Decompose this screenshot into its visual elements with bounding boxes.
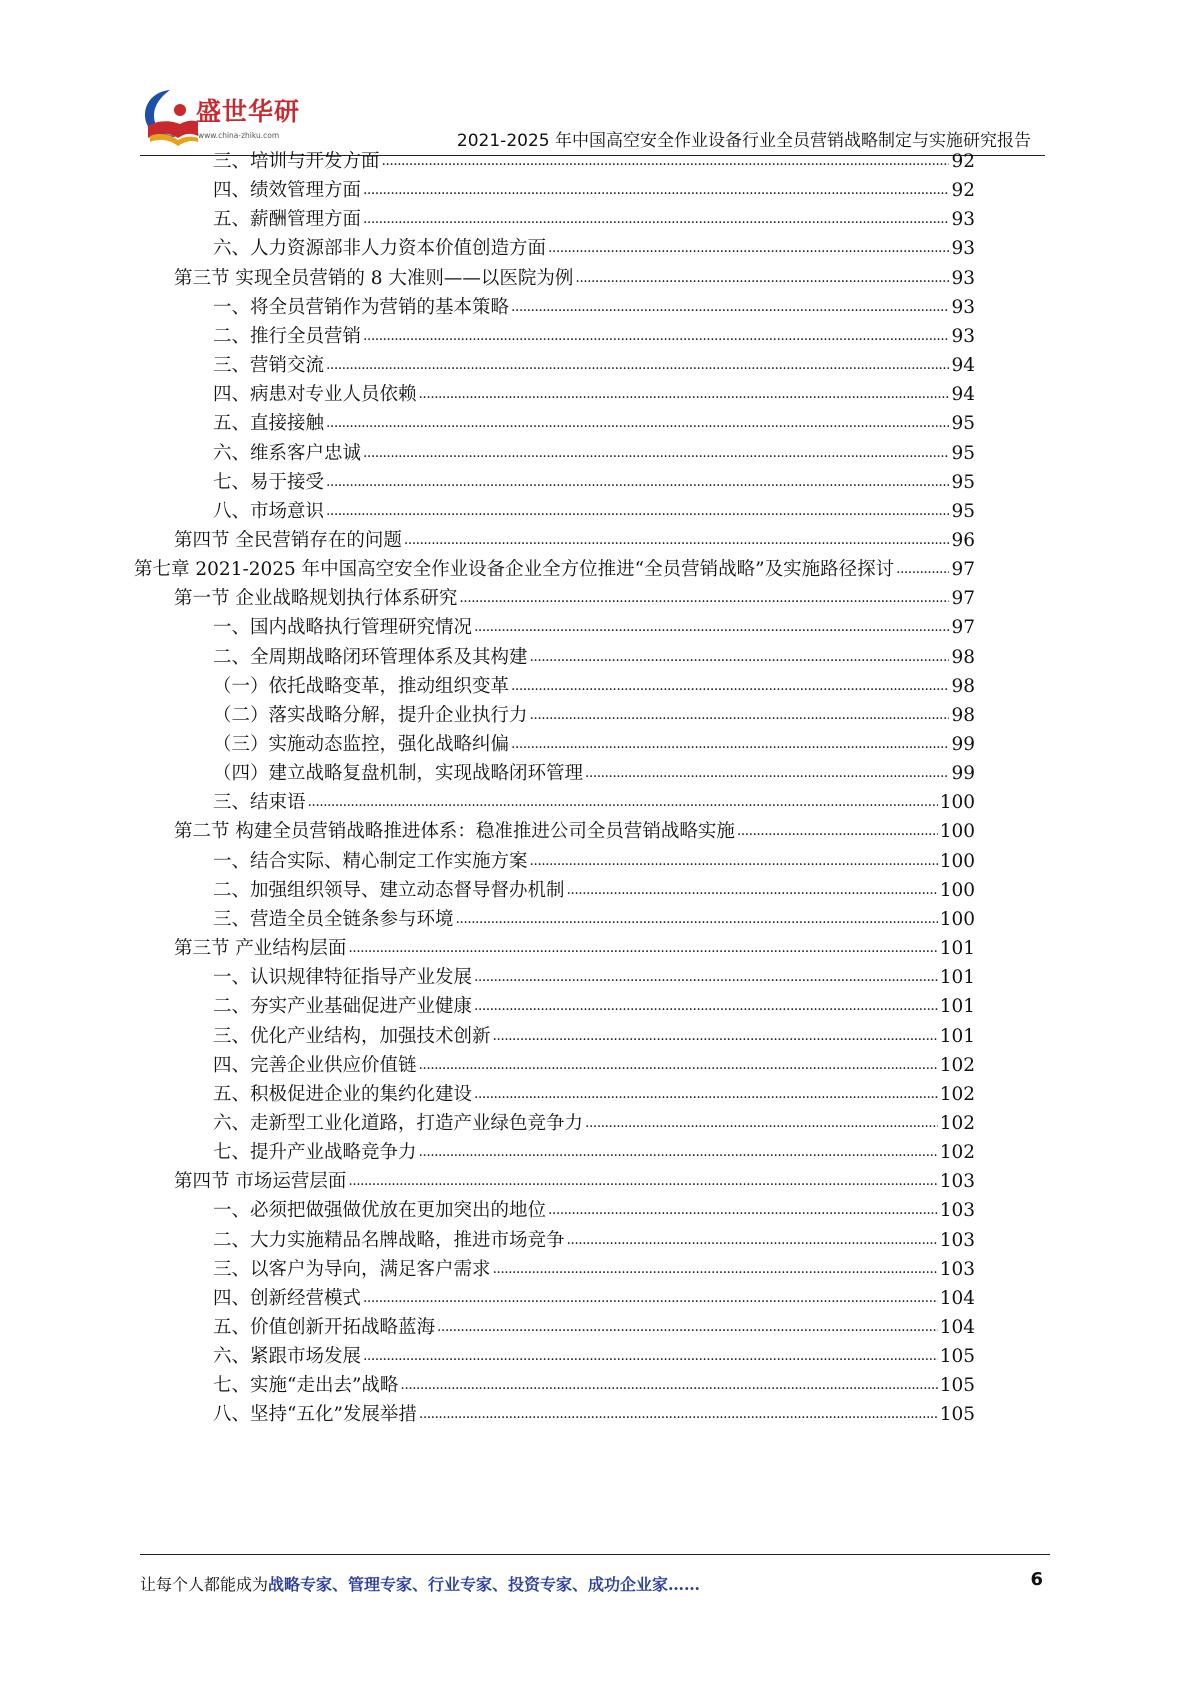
toc-leader-dots xyxy=(474,1079,938,1110)
toc-entry-page: 100 xyxy=(939,879,975,901)
toc-leader-dots xyxy=(896,554,949,585)
toc-entry-page: 100 xyxy=(939,850,975,872)
toc-entry[interactable] xyxy=(213,904,975,935)
toc-leader-dots xyxy=(530,700,950,731)
toc-entry-page: 96 xyxy=(951,529,975,551)
toc-leader-dots xyxy=(474,991,938,1022)
toc-entry-page: 102 xyxy=(939,1054,975,1076)
toc-entry-title: 二、大力实施精品名牌战略，推进市场竞争 xyxy=(213,1229,565,1251)
toc-entry-title: 三、营销交流 xyxy=(213,355,325,377)
toc-entry-title: 二、推行全员营销 xyxy=(213,325,362,347)
toc-entry[interactable] xyxy=(213,146,975,177)
toc-entry[interactable] xyxy=(213,1370,975,1401)
toc-entry-page: 93 xyxy=(951,296,975,318)
toc-leader-dots xyxy=(530,846,938,877)
toc-entry-page: 93 xyxy=(951,267,975,289)
toc-entry[interactable] xyxy=(213,350,975,381)
toc-entry-title: 七、易于接受 xyxy=(213,471,325,493)
toc-entry-title: 二、全周期战略闭环管理体系及其构建 xyxy=(213,646,528,668)
toc-entry-title: 八、坚持“五化”发展举措 xyxy=(213,1404,417,1426)
toc-leader-dots xyxy=(575,263,949,294)
toc-entry-page: 93 xyxy=(951,238,975,260)
toc-entry[interactable] xyxy=(213,962,975,993)
toc-leader-dots xyxy=(530,642,950,673)
toc-entry-page: 92 xyxy=(951,151,975,172)
toc-entry-title: 一、国内战略执行管理研究情况 xyxy=(213,617,473,639)
toc-entry-title: 三、培训与开发方面 xyxy=(213,151,380,172)
toc-leader-dots xyxy=(363,175,949,206)
toc-leader-dots xyxy=(548,233,949,264)
toc-entry-page: 95 xyxy=(951,500,975,522)
toc-entry[interactable] xyxy=(213,1399,975,1430)
toc-entry-title: 六、走新型工业化道路，打造产业绿色竞争力 xyxy=(213,1112,584,1134)
toc-entry-page: 103 xyxy=(939,1258,975,1280)
toc-entry-title: 第七章 2021-2025 年中国高空安全作业设备企业全方位推进“全员营销战略”及实施路径探讨 xyxy=(134,559,895,581)
toc-entry[interactable] xyxy=(213,671,975,702)
toc-leader-dots xyxy=(326,350,949,381)
footer-divider xyxy=(140,1554,1050,1555)
toc-entry-title: 二、加强组织领导、建立动态督导督办机制 xyxy=(213,879,565,901)
toc-entry-title: 六、维系客户忠诚 xyxy=(213,442,362,464)
toc-entry-page: 100 xyxy=(939,792,975,814)
toc-entry[interactable] xyxy=(174,583,975,614)
toc-entry-title: （三）实施动态监控，强化战略纠偏 xyxy=(213,734,510,755)
toc-leader-dots xyxy=(585,758,949,789)
toc-entry-page: 97 xyxy=(951,617,975,639)
toc-entry-page: 104 xyxy=(939,1287,975,1309)
toc-entry[interactable] xyxy=(213,991,975,1022)
toc-entry-title: 五、薪酬管理方面 xyxy=(213,209,362,231)
logo-emblem-icon xyxy=(140,86,200,148)
toc-entry-page: 105 xyxy=(939,1346,975,1368)
toc-entry-page: 101 xyxy=(939,996,975,1018)
toc-leader-dots xyxy=(419,1050,938,1081)
toc-leader-dots xyxy=(419,379,950,410)
toc-entry-page: 98 xyxy=(951,646,975,668)
toc-entry[interactable] xyxy=(174,1166,975,1197)
footer-slogan-roles: 战略专家、管理专家、行业专家、投资专家、成功企业家…… xyxy=(268,1575,701,1594)
toc-entry[interactable] xyxy=(213,408,975,439)
toc-leader-dots xyxy=(348,1166,937,1197)
toc-leader-dots xyxy=(326,496,949,527)
toc-entry-page: 97 xyxy=(951,559,975,581)
toc-entry-title: 七、实施“走出去”战略 xyxy=(213,1375,399,1397)
toc-entry[interactable] xyxy=(213,1225,975,1256)
toc-entry-page: 105 xyxy=(939,1375,975,1397)
toc-entry-page: 93 xyxy=(951,209,975,231)
toc-entry-title: 三、营造全员全链条参与环境 xyxy=(213,908,454,930)
toc-entry-title: 三、以客户为导向，满足客户需求 xyxy=(213,1258,491,1280)
toc-entry[interactable] xyxy=(174,263,975,294)
toc-entry[interactable] xyxy=(174,933,975,964)
toc-entry[interactable] xyxy=(213,438,975,469)
toc-leader-dots xyxy=(363,321,949,352)
toc-entry[interactable] xyxy=(213,1108,975,1139)
company-logo xyxy=(140,86,300,150)
toc-leader-dots xyxy=(326,408,949,439)
toc-entry[interactable] xyxy=(213,729,975,760)
logo-url: www.china-zhiku.com xyxy=(198,131,280,140)
toc-entry[interactable] xyxy=(174,525,975,556)
toc-leader-dots xyxy=(474,962,938,993)
toc-leader-dots xyxy=(437,1312,938,1343)
logo-name: 盛世华研 xyxy=(196,97,301,126)
toc-leader-dots xyxy=(308,787,938,818)
toc-entry-title: 八、市场意识 xyxy=(213,500,325,522)
toc-entry-page: 104 xyxy=(939,1317,975,1338)
toc-entry[interactable] xyxy=(213,204,975,235)
toc-entry-page: 99 xyxy=(951,734,975,755)
toc-entry[interactable] xyxy=(174,816,975,847)
toc-entry[interactable] xyxy=(213,1195,975,1226)
toc-entry-title: 六、紧跟市场发展 xyxy=(213,1346,362,1368)
toc-entry[interactable] xyxy=(213,846,975,877)
toc-entry-title: 第四节 全民营销存在的问题 xyxy=(174,529,402,551)
toc-entry-title: 第四节 市场运营层面 xyxy=(174,1171,347,1193)
toc-leader-dots xyxy=(548,1195,938,1226)
toc-entry-page: 95 xyxy=(951,413,975,435)
toc-entry-title: 四、创新经营模式 xyxy=(213,1287,362,1309)
toc-entry[interactable] xyxy=(213,233,975,264)
toc-leader-dots xyxy=(419,1137,938,1168)
toc-entry-title: 一、将全员营销作为营销的基本策略 xyxy=(213,296,510,318)
toc-entry-page: 97 xyxy=(951,588,975,610)
toc-leader-dots xyxy=(567,1225,938,1256)
toc-leader-dots xyxy=(567,875,938,906)
toc-leader-dots xyxy=(737,816,938,847)
toc-entry-title: 六、人力资源部非人力资本价值创造方面 xyxy=(213,238,547,260)
toc-entry-title: 三、优化产业结构，加强技术创新 xyxy=(213,1025,491,1047)
toc-entry-page: 102 xyxy=(939,1112,975,1134)
report-title: 2021-2025 年中国高空安全作业设备行业全员营销战略制定与实施研究报告 xyxy=(456,131,1031,151)
toc-entry-page: 101 xyxy=(939,1025,975,1047)
toc-entry-title: 第三节 产业结构层面 xyxy=(174,938,347,960)
toc-entry-title: 第二节 构建全员营销战略推进体系：稳准推进公司全员营销战略实施 xyxy=(174,821,735,843)
toc-entry[interactable] xyxy=(134,554,975,585)
toc-entry-page: 98 xyxy=(951,675,975,697)
toc-entry[interactable] xyxy=(213,1079,975,1110)
toc-entry-page: 93 xyxy=(951,325,975,347)
toc-entry-page: 100 xyxy=(939,908,975,930)
toc-entry-page: 100 xyxy=(939,821,975,843)
toc-leader-dots xyxy=(493,1254,938,1285)
toc-leader-dots xyxy=(474,612,949,643)
toc-entry[interactable] xyxy=(213,379,975,410)
toc-entry-title: 一、结合实际、精心制定工作实施方案 xyxy=(213,850,528,872)
footer-slogan xyxy=(140,1572,700,1595)
toc-entry-page: 102 xyxy=(939,1142,975,1164)
toc-entry-page: 94 xyxy=(951,355,975,377)
toc-leader-dots xyxy=(400,1370,937,1401)
toc-entry-title: 五、价值创新开拓战略蓝海 xyxy=(213,1317,436,1338)
toc-entry-title: 第一节 企业战略规划执行体系研究 xyxy=(174,588,458,610)
toc-entry-title: （四）建立战略复盘机制，实现战略闭环管理 xyxy=(213,763,584,785)
toc-entry[interactable] xyxy=(213,1050,975,1081)
toc-entry[interactable] xyxy=(213,1283,975,1314)
toc-entry-title: 三、结束语 xyxy=(213,792,306,814)
toc-entry[interactable] xyxy=(213,292,975,323)
toc-entry-title: （一）依托战略变革，推动组织变革 xyxy=(213,675,510,697)
toc-leader-dots xyxy=(363,1341,938,1372)
footer-slogan-lead: 让每个人都能成为 xyxy=(140,1575,269,1594)
page-header xyxy=(0,0,1191,160)
toc-entry[interactable] xyxy=(213,496,975,527)
toc-entry-page: 103 xyxy=(939,1200,975,1222)
toc-entry[interactable] xyxy=(213,1312,975,1343)
toc-leader-dots xyxy=(511,671,949,702)
toc-entry-page: 102 xyxy=(939,1083,975,1105)
toc-entry-page: 101 xyxy=(939,967,975,989)
toc-entry-page: 105 xyxy=(939,1404,975,1426)
toc-entry-page: 98 xyxy=(951,704,975,726)
toc-leader-dots xyxy=(363,438,949,469)
toc-entry[interactable] xyxy=(213,1021,975,1052)
toc-leader-dots xyxy=(348,933,937,964)
toc-entry-title: 四、完善企业供应价值链 xyxy=(213,1054,417,1076)
toc-leader-dots xyxy=(493,1021,938,1052)
toc-entry-title: （二）落实战略分解，提升企业执行力 xyxy=(213,704,528,726)
toc-leader-dots xyxy=(585,1108,938,1139)
toc-entry[interactable] xyxy=(213,1341,975,1372)
toc-entry[interactable] xyxy=(213,787,975,818)
toc-entry-title: 四、绩效管理方面 xyxy=(213,180,362,202)
page-number: 6 xyxy=(1030,1569,1043,1590)
toc-entry-title: 七、提升产业战略竞争力 xyxy=(213,1142,417,1164)
toc-entry-page: 99 xyxy=(951,763,975,785)
toc-entry-title: 五、积极促进企业的集约化建设 xyxy=(213,1083,473,1105)
toc-entry-page: 103 xyxy=(939,1229,975,1251)
toc-entry-page: 101 xyxy=(939,938,975,960)
toc-entry-page: 94 xyxy=(951,384,975,406)
toc-entry[interactable] xyxy=(213,612,975,643)
toc-entry-title: 第三节 实现全员营销的 8 大准则——以医院为例 xyxy=(174,267,574,289)
toc-entry-page: 95 xyxy=(951,442,975,464)
toc-entry-page: 103 xyxy=(939,1171,975,1193)
toc-entry-title: 一、认识规律特征指导产业发展 xyxy=(213,967,473,989)
toc-entry-page: 92 xyxy=(951,180,975,202)
toc-entry-title: 一、必须把做强做优放在更加突出的地位 xyxy=(213,1200,547,1222)
toc-leader-dots xyxy=(419,1399,938,1430)
toc-entry-title: 四、病患对专业人员依赖 xyxy=(213,384,417,406)
toc-entry[interactable] xyxy=(213,1137,975,1168)
toc-entry[interactable] xyxy=(213,175,975,206)
toc-leader-dots xyxy=(456,904,938,935)
toc-leader-dots xyxy=(326,467,949,498)
toc-entry-page: 95 xyxy=(951,471,975,493)
toc-entry[interactable] xyxy=(213,758,975,789)
toc-leader-dots xyxy=(511,292,949,323)
toc-leader-dots xyxy=(511,729,949,760)
toc-leader-dots xyxy=(382,146,950,177)
toc-entry-title: 五、直接接触 xyxy=(213,413,325,435)
toc-leader-dots xyxy=(363,204,949,235)
toc-entry-title: 二、夯实产业基础促进产业健康 xyxy=(213,996,473,1018)
toc-entry[interactable] xyxy=(213,700,975,731)
toc-leader-dots xyxy=(459,583,949,614)
toc-entry[interactable] xyxy=(213,642,975,673)
toc-entry[interactable] xyxy=(213,1254,975,1285)
toc-entry[interactable] xyxy=(213,321,975,352)
toc-leader-dots xyxy=(404,525,950,556)
toc-entry[interactable] xyxy=(213,467,975,498)
toc-leader-dots xyxy=(363,1283,938,1314)
toc-entry[interactable] xyxy=(213,875,975,906)
